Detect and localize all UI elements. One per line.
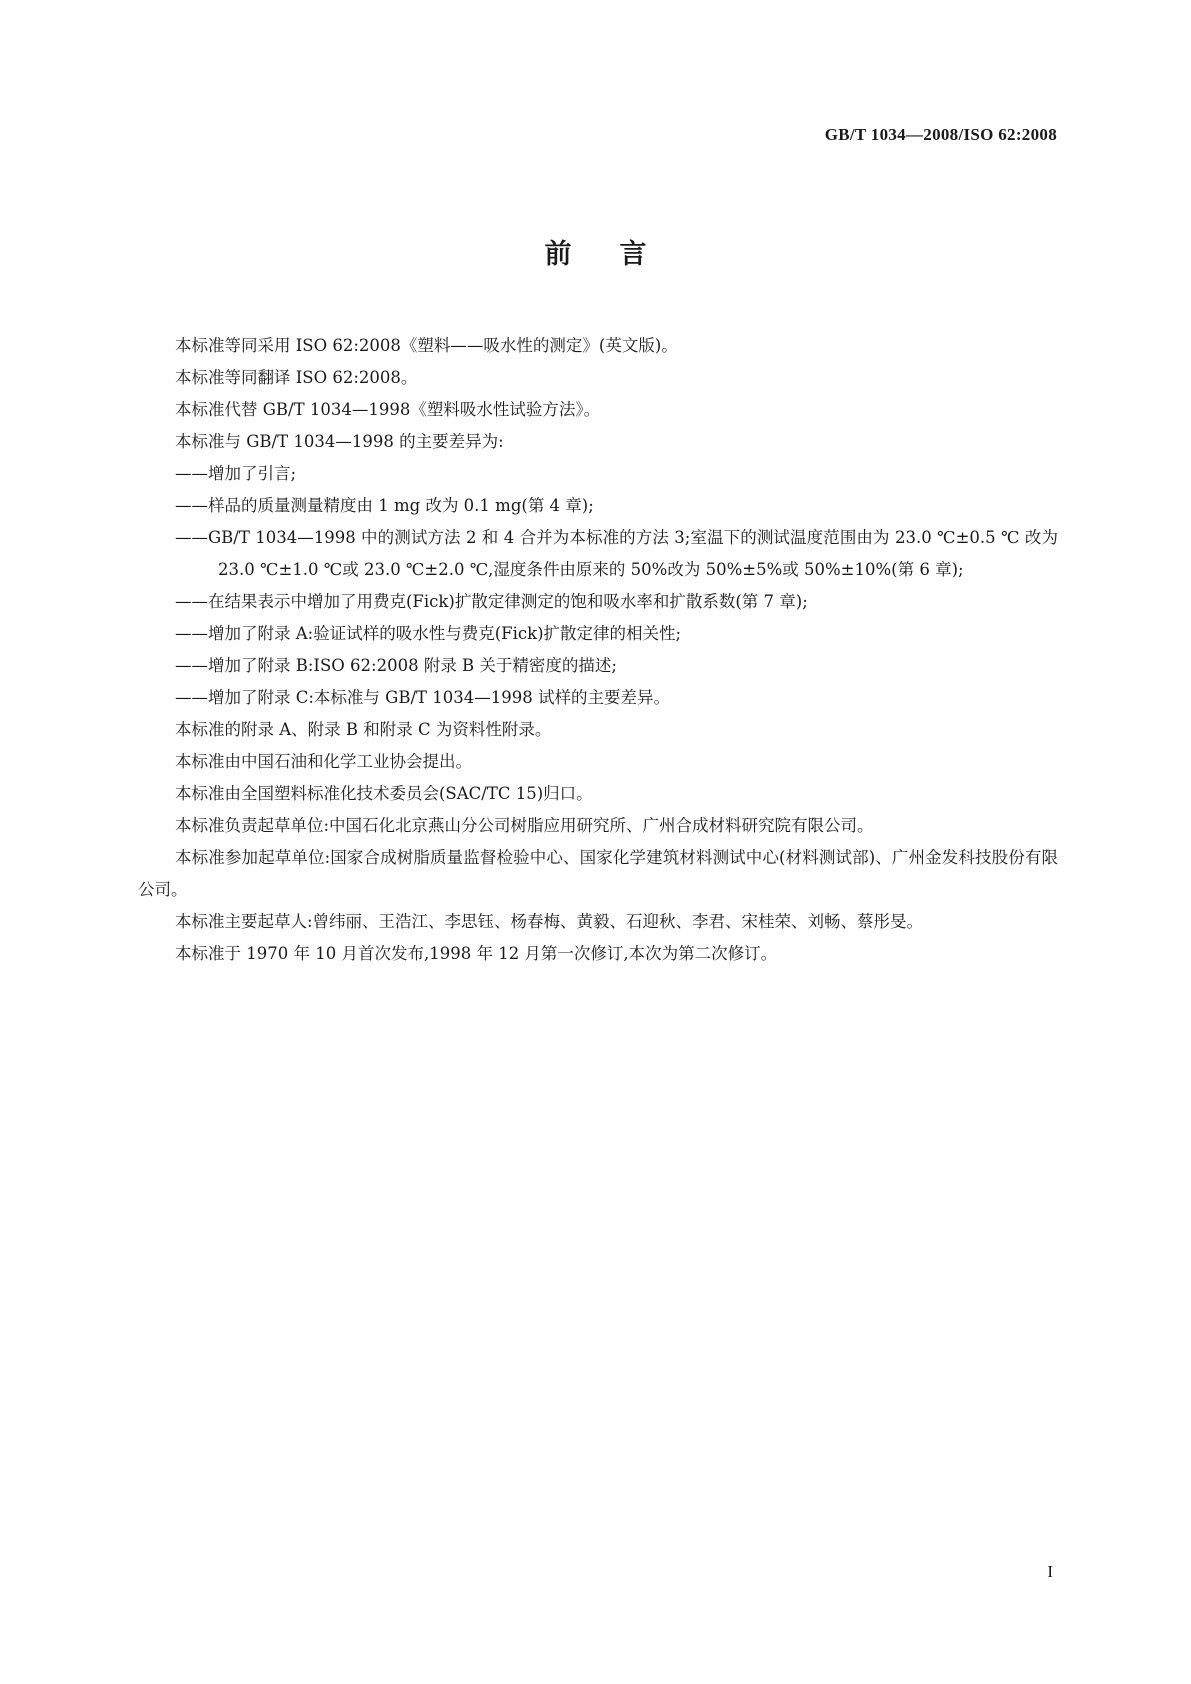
page-title: 前言 <box>544 239 695 270</box>
list-item-annex-b: ——增加了附录 B:ISO 62:2008 附录 B 关于精密度的描述; <box>175 656 617 675</box>
list-item-annex-c: ——增加了附录 C:本标准与 GB/T 1034—1998 试样的主要差异。 <box>175 688 671 707</box>
paragraph-proposed-by: 本标准由中国石油和化学工业协会提出。 <box>175 752 472 771</box>
list-item-annex-a: ——增加了附录 A:验证试样的吸水性与费克(Fick)扩散定律的相关性; <box>175 624 682 643</box>
paragraph-history: 本标准于 1970 年 10 月首次发布,1998 年 12 月第一次修订,本次为第二次修订。 <box>175 944 778 963</box>
paragraph-differences-intro: 本标准与 GB/T 1034—1998 的主要差异为: <box>175 432 504 451</box>
paragraph-annexes: 本标准的附录 A、附录 B 和附录 C 为资料性附录。 <box>175 720 552 739</box>
paragraph-participating-units: 本标准参加起草单位:国家合成树脂质量监督检验中心、国家化学建筑材料测试中心(材料测试部)、广州金发科技股份有限公司。 <box>138 848 1058 899</box>
paragraph-translation: 本标准等同翻译 ISO 62:2008。 <box>175 368 418 387</box>
list-item-introduction: ——增加了引言; <box>175 464 297 483</box>
foreword-body <box>138 330 1058 970</box>
list-item-mass-precision: ——样品的质量测量精度由 1 mg 改为 0.1 mg(第 4 章); <box>175 496 594 515</box>
paragraph-drafters: 本标准主要起草人:曾纬丽、王浩江、李思钰、杨春梅、黄毅、石迎秋、李君、宋桂荣、刘畅、蔡彤旻。 <box>175 912 924 931</box>
paragraph-committee: 本标准由全国塑料标准化技术委员会(SAC/TC 15)归口。 <box>175 784 593 803</box>
paragraph-adoption: 本标准等同采用 ISO 62:2008《塑料——吸水性的测定》(英文版)。 <box>175 336 678 355</box>
paragraph-drafting-units: 本标准负责起草单位:中国石化北京燕山分公司树脂应用研究所、广州合成材料研究院有限公司。 <box>175 816 874 835</box>
list-item-test-methods: ——GB/T 1034—1998 中的测试方法 2 和 4 合并为本标准的方法 3;室温下的测试温度范围由为 23.0 ℃±0.5 ℃ 改为 23.0 ℃±1.0 ℃或 23.0 ℃±2.0 ℃,湿度条件由原来的 50%改为 50%±5%或 50%±10%(第 6 章); <box>175 528 1058 579</box>
paragraph-replaces: 本标准代替 GB/T 1034—1998《塑料吸水性试验方法》。 <box>175 400 601 419</box>
standard-code-header: GB/T 1034—2008/ISO 62:2008 <box>824 125 1057 144</box>
page-number: I <box>1047 1562 1053 1581</box>
list-item-fick-results: ——在结果表示中增加了用费克(Fick)扩散定律测定的饱和吸水率和扩散系数(第 7 章); <box>175 592 808 611</box>
